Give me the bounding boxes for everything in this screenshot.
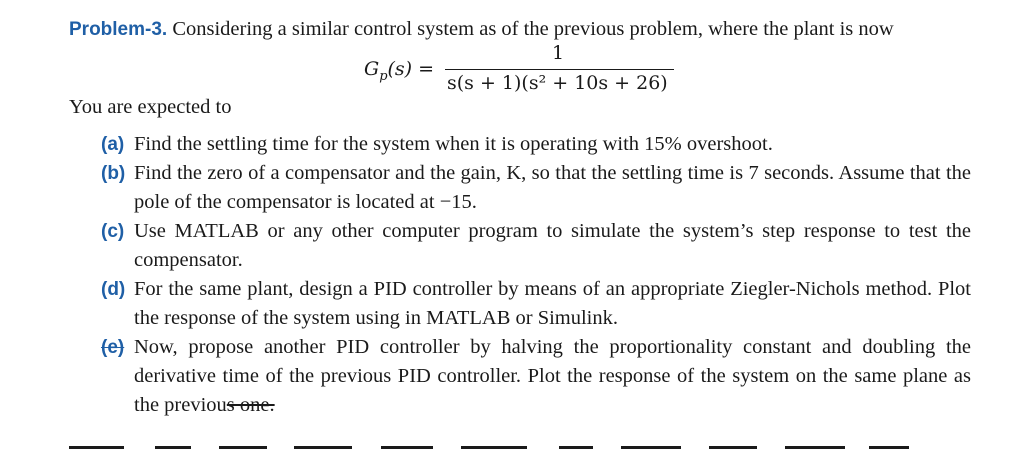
problem-statement: Considering a similar control system as of the previous problem, where the plant is now	[167, 18, 894, 40]
item-text-a: Find the settling time for the system when it is operating with 15% overshoot.	[134, 133, 773, 155]
item-tag-d: (d)	[101, 279, 126, 300]
equation-denominator: s(s + 1)(s² + 10s + 26)	[447, 72, 668, 94]
item-text-d: For the same plant, design a PID controller by means of an appropriate Ziegler-Nichols method. Plot the response of the system using in MATLAB or Simulink.	[134, 278, 971, 329]
item-tag-b: (b)	[101, 163, 126, 184]
cutoff-stroke	[69, 446, 124, 449]
cutoff-stroke	[461, 446, 527, 449]
question-item-a	[101, 130, 971, 159]
cutoff-stroke	[621, 446, 681, 449]
transfer-function-equation	[362, 42, 682, 96]
item-tag-a: (a)	[101, 134, 125, 155]
cutoff-stroke	[294, 446, 352, 449]
cutoff-stroke	[869, 446, 909, 449]
item-text-e-main: Now, propose another PID controller by halving the proportionality constant and doubling the derivative time of the previous PID controller. Plot the response of the system on the same plane as the previou	[134, 336, 971, 416]
equation-numerator: 1	[552, 42, 565, 64]
item-text-e-struck: s one.	[226, 394, 275, 416]
question-item-c	[101, 217, 971, 275]
equation-lhs	[364, 58, 434, 84]
question-item-b	[101, 159, 971, 217]
item-text-c: Use MATLAB or any other computer program to simulate the system’s step response to test the compensator.	[134, 220, 971, 271]
problem-heading	[69, 18, 894, 41]
equation-lhs-rest: (s) =	[387, 58, 435, 80]
cutoff-stroke	[219, 446, 267, 449]
cutoff-stroke	[785, 446, 845, 449]
equation-symbol: G	[364, 58, 380, 80]
item-text-b: Find the zero of a compensator and the gain, K, so that the settling time is 7 seconds. Assume that the pole of the compensator is located at −15.	[134, 162, 971, 213]
problem-label: Problem-3.	[69, 19, 168, 40]
item-text-e	[134, 333, 971, 420]
cutoff-stroke	[709, 446, 757, 449]
cutoff-stroke	[559, 446, 593, 449]
equation-subscript: p	[379, 68, 388, 84]
question-item-e	[101, 333, 971, 420]
next-problem-cutoff	[69, 440, 939, 460]
question-item-d	[101, 275, 971, 333]
intro-text: You are expected to	[69, 96, 232, 118]
cutoff-stroke	[155, 446, 191, 449]
item-tag-e: (e)	[101, 337, 125, 358]
cutoff-stroke	[381, 446, 433, 449]
fraction-bar	[445, 69, 674, 70]
item-tag-c: (c)	[101, 221, 125, 242]
